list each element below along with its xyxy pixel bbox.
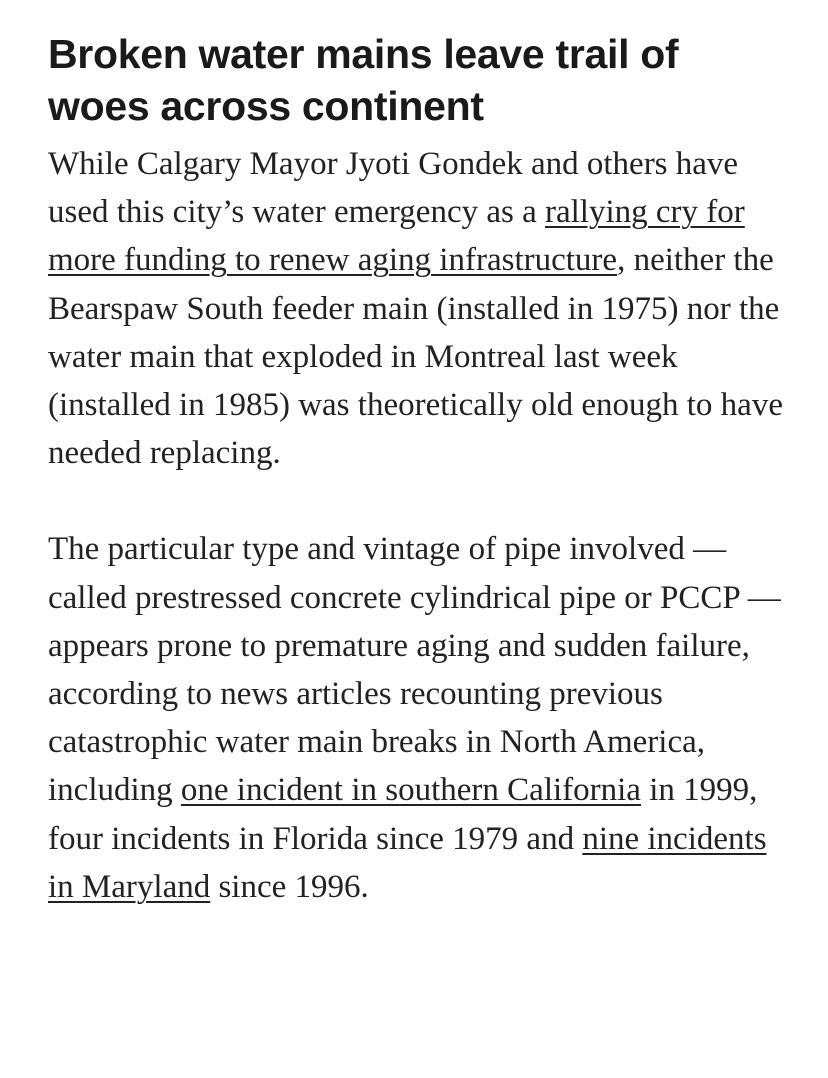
link-rallying-cry-funding[interactable]: rallying cry for more funding to renew aging infrastructure <box>48 194 745 279</box>
paragraph-text: , neither the Bearspaw South feeder main (installed in 1975) nor the water main that exploded in Montreal last week (installed in 1985) was theoretically old enough to have needed replacing. <box>48 242 783 472</box>
paragraph-text: While Calgary Mayor Jyoti Gondek and others have used this city’s water emergency as a <box>48 146 739 231</box>
link-maryland-incidents[interactable]: nine incidents in Maryland <box>48 820 767 905</box>
article-paragraph-1 <box>48 140 788 477</box>
article <box>48 28 788 911</box>
paragraph-text: in 1999, four incidents in Florida since 1979 and <box>48 772 758 857</box>
article-headline: Broken water mains leave trail of woes across continent <box>48 31 679 129</box>
paragraph-text: since 1996. <box>210 868 369 905</box>
article-paragraph-2 <box>48 525 788 911</box>
link-southern-california-incident[interactable]: one incident in southern California <box>180 772 641 809</box>
paragraph-text: The particular type and vintage of pipe involved — called prestressed concrete cylindrical pipe or PCCP — appears prone to premature aging and sudden failure, according to news articles recounting previous catastrophic water main breaks in North America, including <box>48 531 781 809</box>
